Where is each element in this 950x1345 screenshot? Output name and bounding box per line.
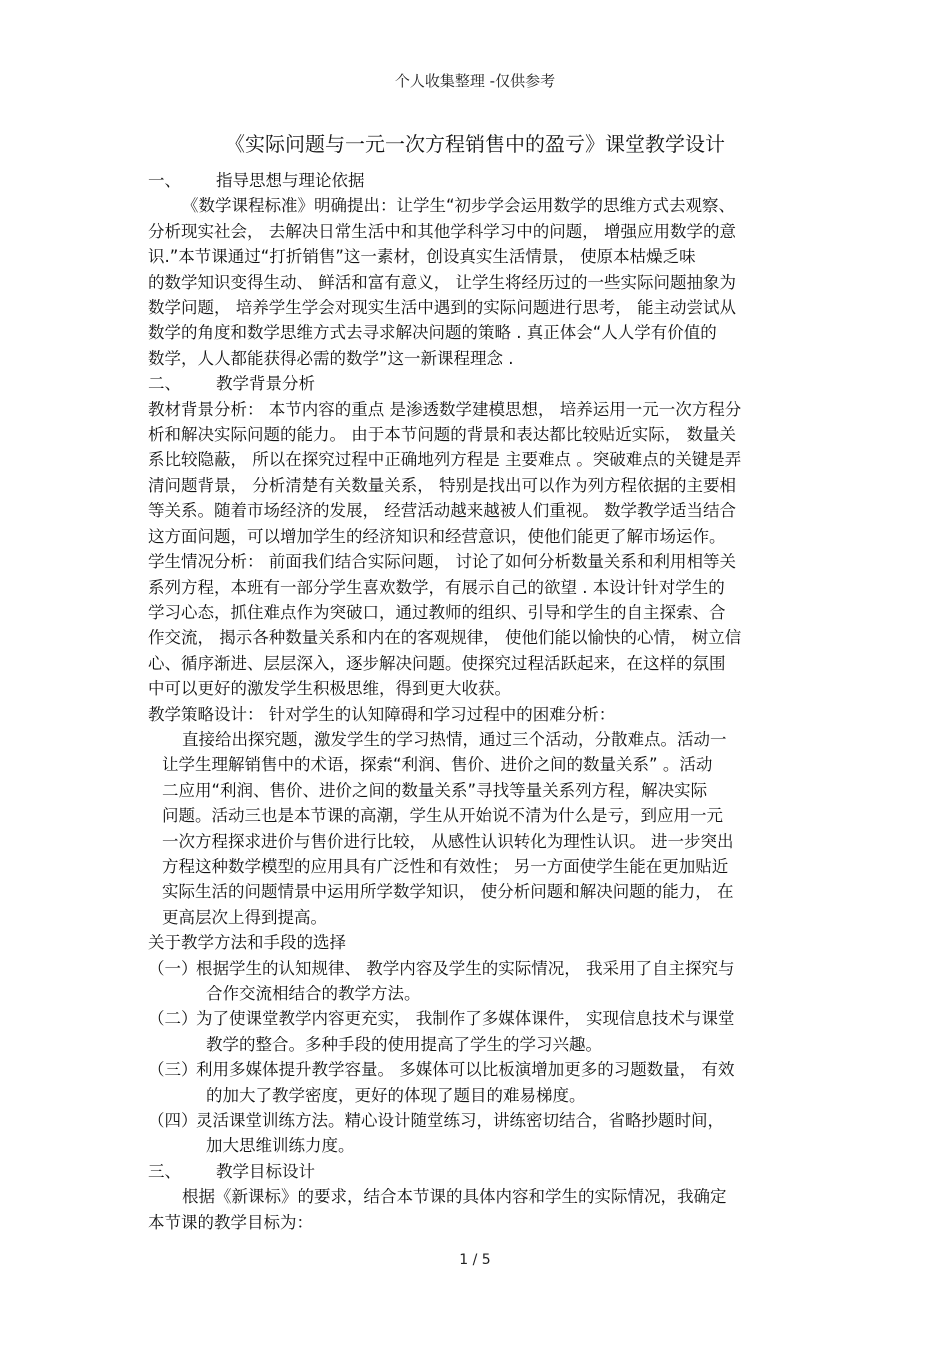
paragraph-line: 学生情况分析： 前面我们结合实际问题， 讨论了如何分析数量关系和利用相等关 bbox=[148, 552, 736, 572]
section-heading: 二、 教学背景分析 bbox=[148, 374, 315, 394]
list-item-continuation: 教学的整合。多种手段的使用提高了学生的学习兴趣。 bbox=[206, 1034, 602, 1054]
paragraph-line: 这方面问题，可以增加学生的经济知识和经营意识，使他们能更了解市场运作。 bbox=[148, 526, 726, 546]
paragraph-line: 的数学知识变得生动、 鲜活和富有意义， 让学生将经历过的一些实际问题抽象为 bbox=[148, 272, 736, 292]
list-item-continuation: 的加大了教学密度，更好的体现了题目的难易梯度。 bbox=[206, 1085, 586, 1105]
paragraph-line: 直接给出探究题，激发学生的学习热情，通过三个活动，分散难点。活动一 bbox=[182, 729, 727, 749]
paragraph-line: 根据《新课标》的要求，结合本节课的具体内容和学生的实际情况，我确定 bbox=[182, 1187, 727, 1207]
paragraph-line: 教材背景分析： 本节内容的重点 是渗透数学建模思想， 培养运用一元一次方程分 bbox=[148, 399, 742, 419]
section-heading: 三、 教学目标设计 bbox=[148, 1161, 315, 1181]
paragraph-line: 清问题背景， 分析清楚有关数量关系， 特别是找出可以作为列方程依据的主要相 bbox=[148, 475, 736, 495]
paragraph-line: 一次方程探求进价与售价进行比较， 从感性认识转化为理性认识。 进一步突出 bbox=[162, 831, 734, 851]
paragraph-line: 系比较隐蔽， 所以在探究过程中正确地列方程是 主要难点 。突破难点的关键是弄 bbox=[148, 450, 742, 470]
paragraph-line: 让学生理解销售中的术语，探索“利润、售价、进价之间的数量关系” 。活动 bbox=[162, 755, 713, 775]
list-item: （四）灵活课堂训练方法。精心设计随堂练习，讲练密切结合，省略抄题时间， bbox=[148, 1111, 724, 1131]
paragraph-line: 方程这种数学模型的应用具有广泛性和有效性； 另一方面使学生能在更加贴近 bbox=[162, 856, 729, 876]
paragraph-line: 二应用“利润、售价、进价之间的数量关系”寻找等量关系列方程，解决实际 bbox=[162, 780, 708, 800]
list-item-continuation: 合作交流相结合的教学方法。 bbox=[206, 984, 421, 1003]
paragraph-line: 数学问题， 培养学生学会对现实生活中遇到的实际问题进行思考， 能主动尝试从 bbox=[148, 298, 736, 318]
paragraph-line: 分析现实社会， 去解决日常生活中和其他学科学习中的问题， 增强应用数学的意 bbox=[148, 221, 736, 241]
paragraph-line: 关于教学方法和手段的选择 bbox=[148, 933, 346, 953]
paragraph-line: 系列方程，本班有一部分学生喜欢数学，有展示自己的欲望 . 本设计针对学生的 bbox=[148, 577, 725, 597]
list-item: （一）根据学生的认知规律、 教学内容及学生的实际情况， 我采用了自主探究与 bbox=[148, 958, 735, 978]
page-number: 1 / 5 bbox=[459, 1252, 491, 1268]
list-item: （三）利用多媒体提升教学容量。 多媒体可以比板演增加更多的习题数量， 有效 bbox=[148, 1060, 735, 1080]
paragraph-line: 数学，人人都能获得必需的数学”这一新课程理念 . bbox=[148, 348, 514, 368]
paragraph-line: 中可以更好的激发学生积极思维，得到更大收获。 bbox=[148, 679, 511, 699]
list-item: （二）为了使课堂教学内容更充实， 我制作了多媒体课件， 实现信息技术与课堂 bbox=[148, 1009, 735, 1029]
paragraph-line: 心、循序渐进、层层深入，逐步解决问题。使探究过程活跃起来，在这样的氛围 bbox=[148, 653, 726, 673]
paragraph-line: 作交流， 揭示各种数量关系和内在的客观规律， 使他们能以愉快的心情， 树立信 bbox=[148, 628, 742, 648]
paragraph-line: 本节课的教学目标为： bbox=[148, 1212, 313, 1232]
document-body bbox=[148, 168, 808, 1235]
document-title: 《实际问题与一元一次方程销售中的盈亏》课堂教学设计 bbox=[225, 132, 725, 156]
paragraph-line: 《数学课程标准》明确提出：让学生“初步学会运用数学的思维方式去观察、 bbox=[182, 196, 736, 216]
paragraph-line: 数学的角度和数学思维方式去寻求解决问题的策略 . 真正体会“人人学有价值的 bbox=[148, 323, 717, 343]
paragraph-line: 析和解决实际问题的能力。 由于本节问题的背景和表达都比较贴近实际， 数量关 bbox=[148, 425, 736, 445]
paragraph-line: 学习心态，抓住难点作为突破口，通过教师的组织、引导和学生的自主探索、合 bbox=[148, 602, 726, 622]
paragraph-line: 问题。活动三也是本节课的高潮，学生从开始说不清为什么是亏，到应用一元 bbox=[162, 806, 723, 826]
paragraph-line: 等关系。随着市场经济的发展， 经营活动越来越被人们重视。 数学教学适当结合 bbox=[148, 501, 736, 521]
page-header: 个人收集整理 -仅供参考 bbox=[394, 72, 556, 90]
paragraph-line: 更高层次上得到提高。 bbox=[162, 907, 327, 927]
paragraph-line: 识.”本节课通过“打折销售”这一素材，创设真实生活情景， 使原本枯燥乏味 bbox=[148, 247, 696, 267]
paragraph-line: 实际生活的问题情景中运用所学数学知识， 使分析问题和解决问题的能力， 在 bbox=[162, 882, 734, 902]
paragraph-line: 教学策略设计： 针对学生的认知障碍和学习过程中的困难分析： bbox=[148, 704, 616, 724]
section-heading: 一、 指导思想与理论依据 bbox=[148, 171, 365, 190]
list-item-continuation: 加大思维训练力度。 bbox=[206, 1136, 355, 1156]
